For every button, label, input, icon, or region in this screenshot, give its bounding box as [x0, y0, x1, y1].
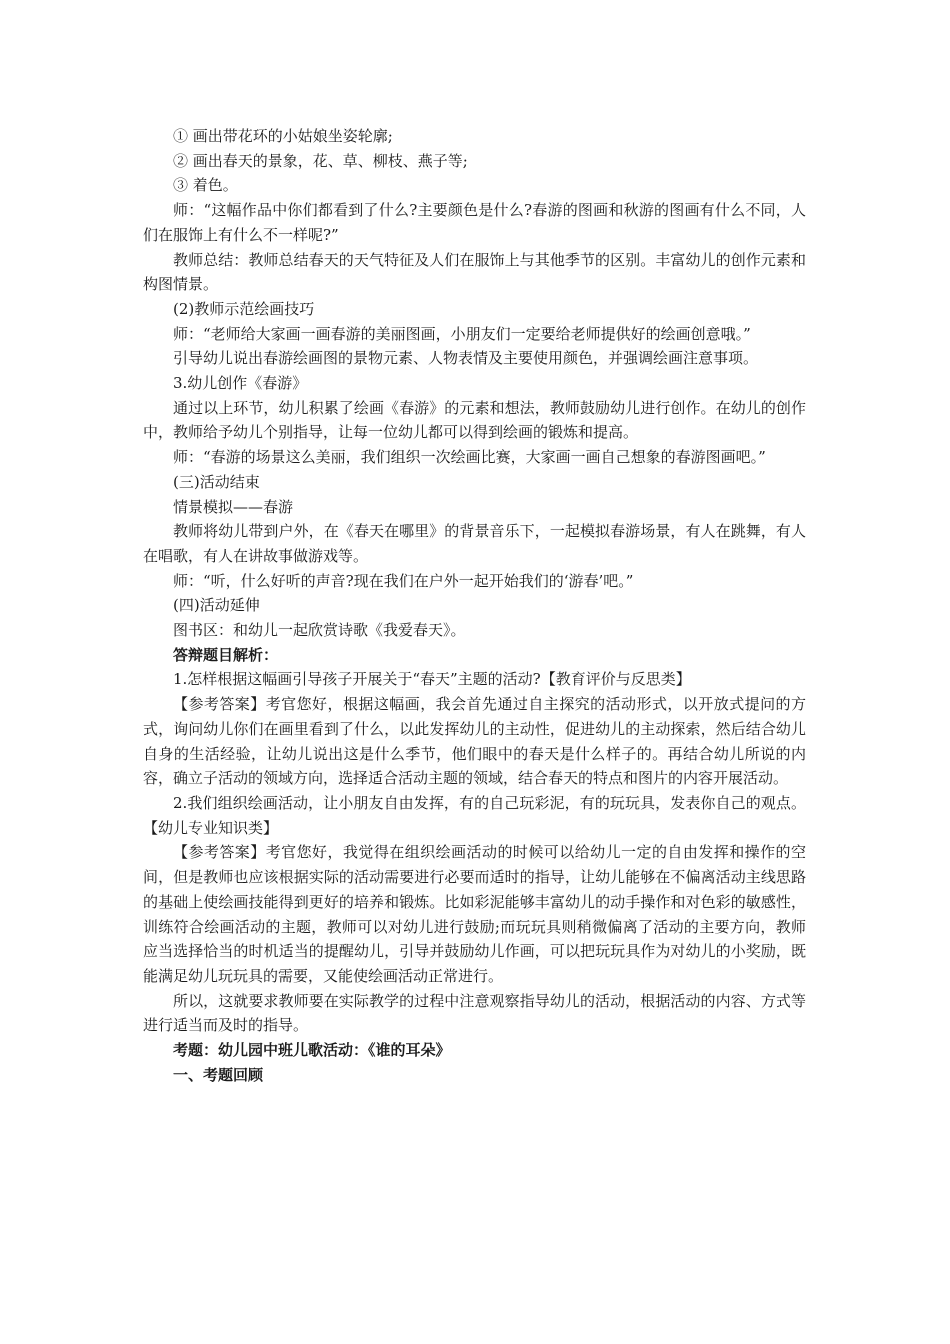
subheading-demo: (2)教师示范绘画技巧 — [173, 299, 315, 318]
exam-title: 考题：幼儿园中班儿歌活动：《谁的耳朵》 — [173, 1041, 451, 1060]
scene-paragraph: 教师将幼儿带到户外，在《春天在哪里》的背景音乐下，一起模拟春游场景，有人在跳舞，有人在唱歌，有人在讲故事做游戏等。 — [143, 522, 806, 565]
scene-title: 情景模拟——春游 — [173, 497, 294, 516]
answer-2: 【参考答案】考官您好，我觉得在组织绘画活动的时候可以给幼儿一定的自由发挥和操作的空间，但是教师也应该根据实际的活动需要进行必要而适时的指导，让幼儿能够在不偏离活动主线思路的基础上使绘画技能得到更好的培养和锻炼。比如彩泥能够丰富幼儿的动手操作和对色彩的敏感性，训练符合绘画活动的主题，教师可以对幼儿进行鼓励;而玩玩具则稍微偏离了活动的主要方向，教师应当选择恰当的时机适当的提醒幼儿，引导并鼓励幼儿作画，可以把玩玩具作为对幼儿的小奖励，既能满足幼儿玩玩具的需要，又能使绘画活动正常进行。 — [143, 843, 806, 985]
subheading-end: (三)活动结束 — [173, 472, 260, 491]
teacher-speech-2: 师：“春游的场景这么美丽，我们组织一次绘画比赛，大家画一画自己想象的春游图画吧。” — [173, 448, 766, 467]
defense-heading: 答辩题目解析： — [173, 645, 279, 664]
document-body — [143, 124, 806, 1087]
answer-1: 【参考答案】考官您好，根据这幅画，我会首先通过自主探究的活动形式，以开放式提问的方式，询问幼儿你们在画里看到了什么，以此发挥幼儿的主动性，促进幼儿的主动探索，然后结合幼儿自身的生活经验，让幼儿说出这是什么季节，他们眼中的春天是什么样子的。再结合幼儿所说的内容，确立子活动的领域方向，选择适合活动主题的领域，结合春天的特点和图片的内容开展活动。 — [143, 695, 806, 788]
library-paragraph: 图书区：和幼儿一起欣赏诗歌《我爱春天》。 — [173, 621, 466, 640]
section-review-heading: 一、考题回顾 — [173, 1065, 264, 1084]
question-1: 1.怎样根据这幅画引导孩子开展关于“春天”主题的活动?【教育评价与反思类】 — [173, 670, 691, 689]
question-2: 2.我们组织绘画活动，让小朋友自由发挥，有的自己玩彩泥，有的玩玩具，发表你自己的观点。【幼儿专业知识类】 — [143, 793, 806, 837]
teacher-summary: 教师总结：教师总结春天的天气特征及人们在服饰上与其他季节的区别。丰富幼儿的创作元素和构图情景。 — [143, 250, 806, 294]
teacher-speech: 师：“老师给大家画一画春游的美丽图画，小朋友们一定要给老师提供好的绘画创意哦。” — [173, 324, 751, 343]
step-2: ② 画出春天的景象，花、草、柳枝、燕子等; — [173, 151, 468, 170]
guide-paragraph: 引导幼儿说出春游绘画图的景物元素、人物表情及主要使用颜色，并强调绘画注意事项。 — [173, 349, 759, 368]
subheading-extension: (四)活动延伸 — [173, 596, 260, 615]
teacher-speech-3: 师：“听，什么好听的声音?现在我们在户外一起开始我们的‘游春’吧。” — [173, 571, 634, 590]
create-paragraph: 通过以上环节，幼儿积累了绘画《春游》的元素和想法，教师鼓励幼儿进行创作。在幼儿的创作中，教师给予幼儿个别指导，让每一位幼儿都可以得到绘画的锻炼和提高。 — [143, 398, 806, 442]
teacher-question: 师：“这幅作品中你们都看到了什么?主要颜色是什么?春游的图画和秋游的图画有什么不同，人们在服饰上有什么不一样呢?” — [143, 201, 806, 244]
subheading-create: 3.幼儿创作《春游》 — [173, 374, 308, 393]
step-3: ③ 着色。 — [173, 176, 238, 195]
step-1: ① 画出带花环的小姑娘坐姿轮廓; — [173, 127, 393, 145]
conclusion-paragraph: 所以，这就要求教师要在实际教学的过程中注意观察指导幼儿的活动，根据活动的内容、方式等进行适当而及时的指导。 — [143, 991, 806, 1035]
